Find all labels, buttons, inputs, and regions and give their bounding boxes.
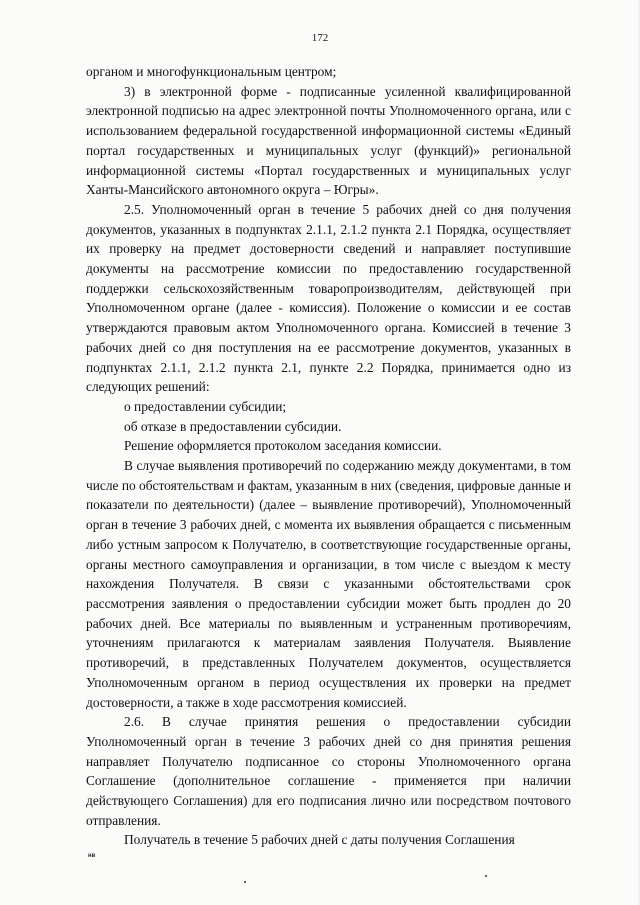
- paragraph-6: В случае выявления противоречий по содержанию между документами, в том числе по обстоятельствам и фактам, указанным в них (сведения, цифровые данные и показатели по деятельности) (далее – выявление противоречий), Уполномоченный орган в течение 3 рабочих дней, с момента их выявления обращается с письменным либо устным запросом к Получателю, в соответствующие государственные органы, органы местного самоуправления и организации, в том числе с выездом к месту нахождения Получателя. В связи с указанными обстоятельствами срок рассмотрения заявления о предоставлении субсидии может быть продлен до 20 рабочих дней. Все материалы по выявленным и устраненным противоречиям, уточнениям прилагаются к материалам заявления Получателя. Выявление противоречий, в представленных Получателем документов, осуществляется Уполномоченным органом в период осуществления их проверки на предмет достоверности, а также в ходе рассмотрения комиссией.: [86, 458, 571, 710]
- paragraph-2: 2.5. Уполномоченный орган в течение 5 рабочих дней со дня получения документов, указанных в подпунктах 2.1.1, 2.1.2 пункта 2.1 Порядка, осуществляет их проверку на предмет достоверности сведений и направляет поступившие документы на рассмотрение комиссии по предоставлению государственной поддержки сельскохозяйственным товаропроизводителям, действующей при Уполномоченном органе (далее - комиссия). Положение о комиссии и ее состав утверждаются правовым актом Уполномоченного органа. Комиссией в течение 3 рабочих дней со дня поступления на ее рассмотрение документов, указанных в подпунктах 2.1.1, 2.1.2 пункта 2.1, пункте 2.2 Порядка, принимается одно из следующих решений:: [86, 201, 571, 395]
- document-body: [86, 62, 571, 850]
- scan-speck: [485, 875, 487, 877]
- paragraph-4: об отказе в предоставлении субсидии.: [124, 418, 342, 434]
- scan-speck: [244, 881, 246, 883]
- paragraph-5: Решение оформляется протоколом заседания комиссии.: [124, 438, 442, 454]
- paragraph-1: 3) в электронной форме - подписанные усиленной квалифицированной электронной подписью на адрес электронной почты Уполномоченного органа, или с использованием федеральной государственной информационной системы «Единый портал государственных и муниципальных услуг (функций)» региональной информационной системы «Портал государственных и муниципальных услуг Ханты-Мансийского автономного округа – Югры».: [86, 83, 571, 198]
- paragraph-8: Получатель в течение 5 рабочих дней с даты получения Соглашения: [124, 832, 515, 848]
- footer-code: нв: [88, 853, 96, 859]
- page-number: 172: [311, 32, 329, 44]
- paragraph-0: органом и многофункциональным центром;: [86, 64, 337, 79]
- paragraph-7: 2.6. В случае принятия решения о предоставлении субсидии Уполномоченный орган в течение 3 рабочих дней со дня принятия решения направляет Получателю подписанное со стороны Уполномоченного органа Соглашение (дополнительное соглашение - применяется при наличии действующего Соглашения) для его подписания лично или посредством почтового отправления.: [86, 714, 571, 828]
- paragraph-3: о предоставлении субсидии;: [124, 398, 287, 414]
